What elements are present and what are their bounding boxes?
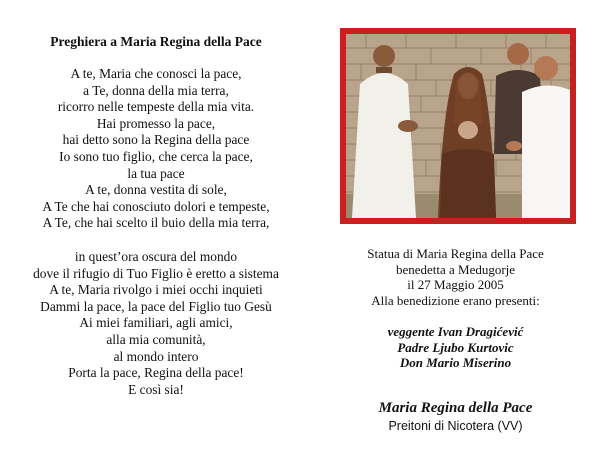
prayer-line: E così sia! [128, 381, 184, 397]
attendees-list [318, 324, 593, 371]
caption-line: Alla benedizione erano presenti: [371, 292, 540, 308]
prayer-line: Hai promesso la pace, [96, 115, 216, 131]
prayer-column [20, 34, 292, 398]
caption-line: il 27 Maggio 2005 [407, 277, 504, 292]
prayer-line: Porta la pace, Regina della pace! [68, 365, 244, 381]
attendee: Padre Ljubo Kurtovic [397, 339, 514, 355]
statue-photo [346, 34, 570, 218]
prayer-line: A Te, che hai scelto il buio della mia terra, [42, 215, 270, 231]
prayer-line: al mondo intero [113, 348, 199, 364]
attendee: veggente Ivan Dragićević [387, 324, 524, 339]
photo-caption [318, 246, 593, 308]
photo-caption-block [318, 246, 593, 371]
prayer-stanza-2 [20, 249, 292, 398]
prayer-stanza-1 [20, 66, 292, 232]
photo-frame [340, 28, 576, 224]
caption-line: benedetta a Medugorje [395, 261, 516, 277]
prayer-line: a Te, donna della mia terra, [83, 82, 229, 98]
prayer-line: hai detto sono la Regina della pace [62, 132, 250, 148]
stanza-gap [20, 232, 292, 249]
prayer-line: Io sono tuo figlio, che cerca la pace, [59, 148, 253, 164]
footer-subtitle: Preitoni di Nicotera (VV) [388, 419, 523, 433]
prayer-line: A te, Maria che conosci la pace, [70, 66, 242, 81]
prayer-title: Preghiera a Maria Regina della Pace [50, 34, 262, 49]
prayer-line: in quest’ora oscura del mondo [74, 248, 238, 264]
footer-title: Maria Regina della Pace [378, 400, 533, 416]
prayer-line: A Te che hai conosciuto dolori e tempeste, [42, 198, 270, 214]
prayer-line: A te, Maria rivolgo i miei occhi inquieti [49, 282, 263, 298]
prayer-line: ricorro nelle tempeste della mia vita. [57, 99, 255, 115]
attendee: Don Mario Miserino [399, 355, 512, 370]
prayer-line: Ai miei familiari, agli amici, [79, 315, 233, 331]
prayer-line: alla mia comunità, [106, 331, 206, 347]
prayer-line: la tua pace [127, 165, 185, 181]
prayer-line: A te, donna vestita di sole, [85, 182, 227, 198]
caption-line: Statua di Maria Regina della Pace [367, 246, 544, 261]
prayer-line: dove il rifugio di Tuo Figlio è eretto a sistema [33, 265, 279, 281]
prayer-line: Dammi la pace, la pace del Figlio tuo Gesù [40, 298, 272, 314]
